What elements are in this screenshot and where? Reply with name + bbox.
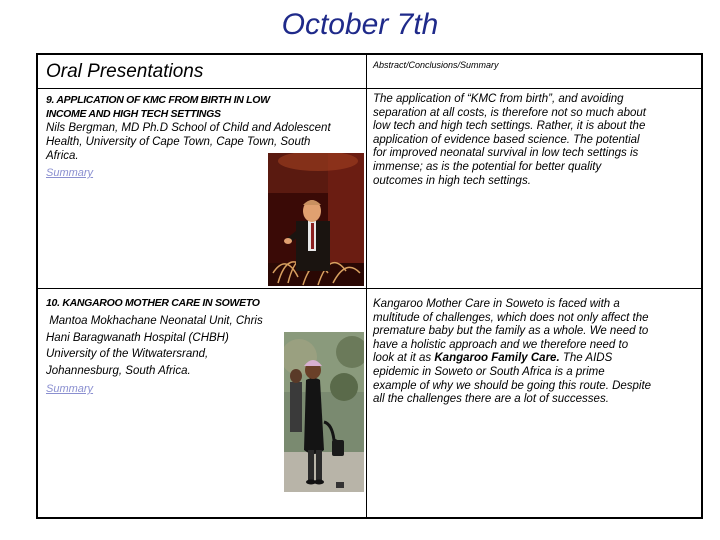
row-1-presenter: Nils Bergman, MD Ph.D School of Child and Adolescent Health, University of Cape Town, Cape Town, South Africa. xyxy=(46,122,331,162)
row-2-title: 10. KANGAROO MOTHER CARE IN SOWETO xyxy=(46,297,260,309)
row-2-abstract: Kangaroo Mother Care in Soweto is faced with a multitude of challenges, which does not only affect the premature baby but the family as a whole. We need to have a holistic approach and we therefore need to look at it as Kangaroo Family Care. The AIDS epidemic in Soweto or South Africa is a prime example of why we should be going this route. Despite all the challenges there are a lot of successes. xyxy=(373,298,701,407)
presentations-table xyxy=(36,53,703,519)
header-divider xyxy=(38,88,701,89)
row-2-presenter: Mantoa Mokhachane Neonatal Unit, Chris Hani Baragwanath Hospital (CHBH) University of the Witwatersrand, Johannesburg, South Africa. xyxy=(46,315,263,377)
row-1-summary-link[interactable]: Summary xyxy=(46,167,94,179)
header-oral-presentations: Oral Presentations xyxy=(46,61,204,82)
row-1-abstract: The application of “KMC from birth”, and avoiding separation at all costs, is therefore not so much about low tech and high tech settings. Rather, it is about the application of evidence based science. The potential for improved neonatal survival in low tech settings is immense; as is the potential for better quality outcomes in high tech settings. xyxy=(373,93,646,187)
speaker-photo-2 xyxy=(284,332,364,492)
row-divider xyxy=(38,288,701,289)
header-abstract: Abstract/Conclusions/Summary xyxy=(373,60,499,70)
page-title: October 7th xyxy=(281,8,439,41)
speaker-photo-1 xyxy=(268,153,364,286)
row-1-title: 9. APPLICATION OF KMC FROM BIRTH IN LOW INCOME AND HIGH TECH SETTINGS xyxy=(46,94,270,120)
column-divider xyxy=(366,55,367,517)
kangaroo-family-care-emphasis: Kangaroo Family Care. xyxy=(434,352,560,365)
row-2-summary-link[interactable]: Summary xyxy=(46,383,94,395)
abstract-line-kfc: look at it as Kangaroo Family Care. The AIDS xyxy=(373,352,613,365)
